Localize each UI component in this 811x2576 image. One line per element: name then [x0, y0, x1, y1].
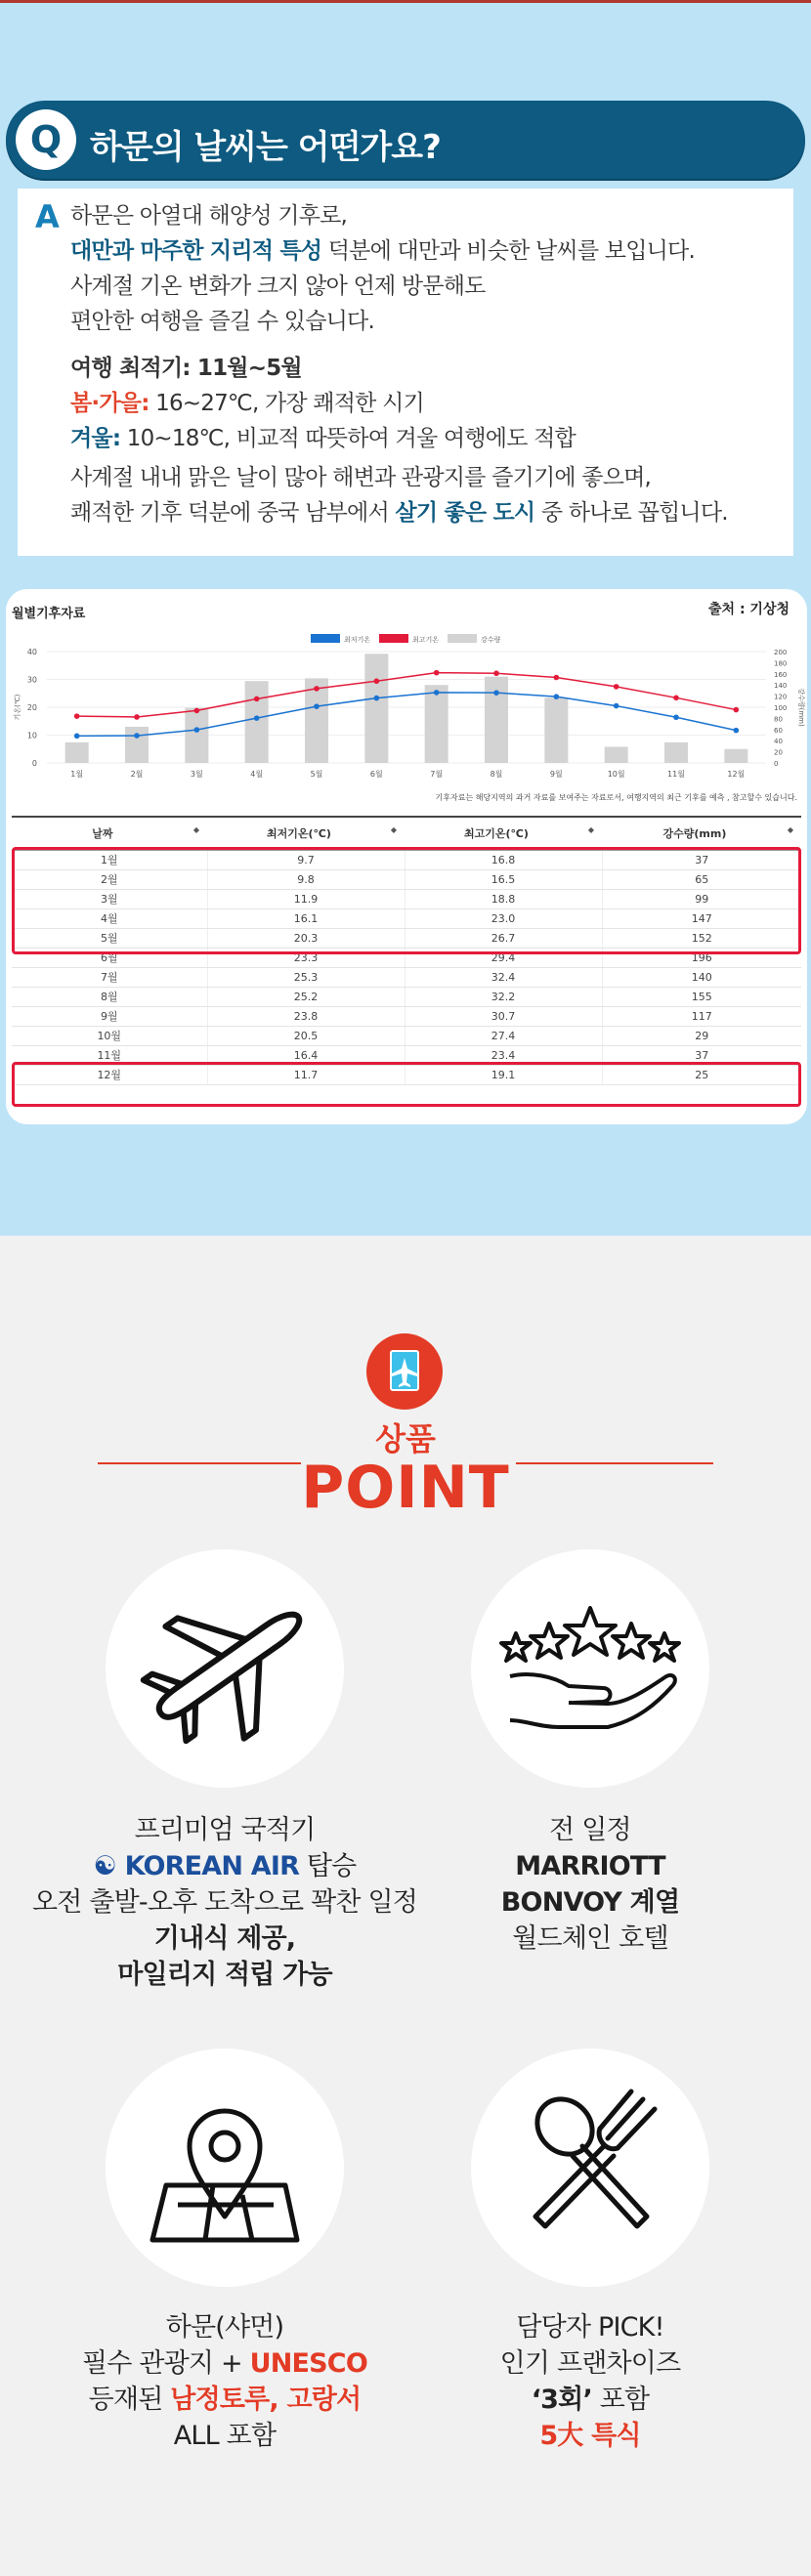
table-header[interactable]: 강수량(mm) ◆: [602, 817, 801, 850]
table-cell: 10월: [12, 1026, 207, 1045]
korean-air-logo: ☯ KOREAN AIR: [93, 1851, 300, 1881]
table-cell: 20.3: [207, 928, 405, 948]
table-cell: 8월: [12, 987, 207, 1006]
table-cell: 1월: [12, 850, 207, 869]
table-cell: 11월: [12, 1045, 207, 1065]
highlight-text: 살기 좋은 도시: [395, 500, 535, 526]
temp-point: [554, 694, 560, 699]
table-cell: 9월: [12, 1006, 207, 1026]
table-header[interactable]: 최고기온(℃) ◆: [405, 817, 602, 850]
best-season-highlight: [12, 847, 801, 954]
x-tick-label: 11월: [667, 770, 685, 779]
y2-tick-label: 0: [774, 760, 779, 768]
table-row: [12, 1006, 801, 1026]
climate-card: [6, 589, 807, 1124]
y2-tick-label: 180: [774, 659, 788, 668]
table-header[interactable]: 날짜 ◆: [12, 817, 207, 850]
temp-point: [734, 707, 740, 713]
point-4-text: [395, 2309, 786, 2454]
y-tick-label: 40: [26, 648, 37, 656]
point-text-line: BONVOY 계열: [500, 1887, 680, 1918]
table-cell: 18.8: [405, 889, 602, 908]
answer-text-part: 쾌적한 기후 덕분에 중국 남부에서: [70, 500, 396, 526]
temp-point: [194, 708, 200, 714]
point-2-text: [395, 1812, 786, 1957]
point-text-line: 하문(샤먼): [165, 2312, 284, 2343]
table-cell: 23.3: [207, 948, 405, 967]
table-cell: 2월: [12, 869, 207, 889]
precipitation-bar: [65, 742, 89, 763]
chart-note: 기후자료는 해당지역의 과거 자료를 보여주는 자료로서, 여행지역의 최근 기후를 예측 , 참고할수 있습니다.: [435, 793, 797, 802]
table-cell: 29.4: [405, 948, 602, 967]
table-cell: 6월: [12, 948, 207, 967]
y2-axis-label: 강수량(mm): [797, 688, 805, 727]
table-cell: 5월: [12, 928, 207, 948]
temp-point: [434, 670, 440, 676]
temp-point: [493, 670, 499, 676]
highlight-text: 대만과 마주한 지리적 특성: [70, 238, 322, 264]
point-3-text: [29, 2309, 420, 2454]
table-cell: 20.5: [207, 1026, 405, 1045]
y2-tick-label: 140: [774, 682, 788, 691]
answer-box: [18, 189, 793, 556]
table-cell: 11.7: [207, 1065, 405, 1084]
table-cell: 25: [602, 1065, 801, 1084]
point-text-line: 담당자 PICK!: [516, 2312, 664, 2343]
point-text-line: 전 일정: [549, 1815, 631, 1845]
table-cell: 16.4: [207, 1045, 405, 1065]
legend-label: 최저기온: [344, 636, 371, 644]
spring-text: 16~27℃, 가장 쾌적한 시기: [149, 391, 424, 416]
y2-tick-label: 80: [774, 715, 783, 724]
y2-tick-label: 60: [774, 726, 783, 735]
table-cell: 99: [602, 889, 801, 908]
x-tick-label: 4월: [250, 770, 264, 779]
table-cell: 25.3: [207, 967, 405, 987]
table-cell: 23.4: [405, 1045, 602, 1065]
min-temp-line: [77, 693, 737, 736]
temp-point: [74, 713, 80, 719]
table-cell: 9.8: [207, 869, 405, 889]
legend-label: 강수량: [481, 636, 501, 644]
winter-text: 10~18℃, 비교적 따뜻하여 겨울 여행에도 적합: [120, 426, 576, 451]
table-cell: 37: [602, 1045, 801, 1065]
answer-line: 편안한 여행을 즐길 수 있습니다.: [70, 309, 374, 334]
point-text-line: MARRIOTT: [515, 1851, 665, 1881]
table-cell: 32.2: [405, 987, 602, 1006]
temp-point: [673, 714, 679, 720]
x-tick-label: 12월: [727, 770, 746, 779]
spoon-fork-icon: [471, 2048, 709, 2287]
precipitation-bar: [605, 746, 628, 763]
temp-point: [194, 727, 200, 733]
table-cell: 25.2: [207, 987, 405, 1006]
point-text-part: 남정토루, 고랑서: [170, 2385, 362, 2415]
temp-point: [434, 690, 440, 696]
precipitation-bar: [724, 749, 747, 763]
table-cell: 27.4: [405, 1026, 602, 1045]
table-cell: 16.8: [405, 850, 602, 869]
answer-line: [70, 233, 784, 269]
precipitation-bar: [425, 685, 448, 763]
airplane-badge-icon: [366, 1333, 443, 1410]
point-text-line: [395, 2382, 786, 2418]
table-cell: 196: [602, 948, 801, 967]
y2-tick-label: 40: [774, 738, 783, 746]
temp-point: [614, 684, 619, 690]
table-cell: 23.0: [405, 908, 602, 928]
table-cell: 3월: [12, 889, 207, 908]
legend-swatch: [311, 634, 340, 643]
table-cell: 12월: [12, 1065, 207, 1084]
point-text-part: 필수 관광지 +: [82, 2348, 250, 2379]
point-text-part: 포함: [591, 2385, 650, 2415]
x-tick-label: 3월: [190, 770, 203, 779]
point-text-line: 인기 프랜차이즈: [499, 2348, 681, 2379]
table-cell: 23.8: [207, 1006, 405, 1026]
winter-label: 겨울:: [70, 426, 121, 451]
temp-point: [493, 690, 499, 696]
point-text-part: UNESCO: [249, 2348, 367, 2379]
point-text-line: 월드체인 호텔: [512, 1923, 668, 1954]
y2-tick-label: 200: [774, 649, 788, 656]
x-tick-label: 2월: [130, 770, 144, 779]
winter-season-highlight: [12, 1062, 801, 1107]
point-text-line: 오전 출발-오후 도착으로 꽉찬 일정: [31, 1887, 418, 1918]
precipitation-bar: [664, 742, 688, 763]
climate-source: 출처 : 기상청: [708, 602, 790, 617]
table-cell: 29: [602, 1026, 801, 1045]
point-title: POINT: [301, 1454, 510, 1522]
table-cell: 4월: [12, 908, 207, 928]
table-cell: 30.7: [405, 1006, 602, 1026]
answer-text-part: 중 하나로 꼽힙니다.: [534, 500, 728, 526]
y2-tick-label: 100: [774, 704, 788, 712]
table-cell: 9.7: [207, 850, 405, 869]
precipitation-bar: [245, 681, 269, 763]
legend-swatch: [448, 634, 477, 643]
temp-point: [374, 678, 380, 684]
question-title: 하문의 날씨는 어떤가요?: [90, 128, 441, 167]
table-cell: 11.9: [207, 889, 405, 908]
table-cell: 32.4: [405, 967, 602, 987]
y-axis-label: 기온(℃): [14, 694, 21, 721]
table-header[interactable]: 최저기온(℃) ◆: [207, 817, 405, 850]
x-tick-label: 6월: [369, 770, 383, 779]
point-text-line: 기내식 제공,: [153, 1923, 296, 1954]
point-text-line: [29, 2382, 420, 2418]
y-tick-label: 20: [26, 703, 37, 712]
point-subtitle: 상품: [375, 1420, 436, 1457]
table-cell: 19.1: [405, 1065, 602, 1084]
temp-point: [673, 696, 679, 701]
temp-point: [314, 703, 320, 709]
point-text-line: 마일리지 적립 가능: [117, 1960, 332, 1990]
table-cell: 7월: [12, 967, 207, 987]
weather-qa-section: [0, 3, 811, 1236]
precipitation-bar: [364, 654, 388, 763]
temp-point: [254, 715, 260, 721]
best-season: 여행 최적기: 11월~5월: [70, 356, 302, 381]
hand-stars-icon: [471, 1549, 709, 1788]
precipitation-bar: [485, 677, 508, 763]
table-cell: 16.1: [207, 908, 405, 928]
x-tick-label: 5월: [310, 770, 323, 779]
temp-point: [734, 728, 740, 734]
answer-text: [70, 198, 784, 530]
y-tick-label: 10: [26, 731, 37, 740]
table-cell: 37: [602, 850, 801, 869]
table-cell: 117: [602, 1006, 801, 1026]
legend-label: 최고기온: [412, 636, 440, 644]
table-cell: 16.5: [405, 869, 602, 889]
temp-point: [254, 697, 260, 702]
x-tick-label: 10월: [607, 770, 625, 779]
x-tick-label: 1월: [70, 770, 84, 779]
point-text-line: 5大 특식: [539, 2421, 641, 2451]
y2-tick-label: 20: [774, 748, 783, 757]
table-row: [12, 1026, 801, 1045]
table-cell: 155: [602, 987, 801, 1006]
temp-point: [374, 696, 380, 701]
map-pin-icon: [106, 2048, 344, 2287]
point-text-line: 프리미엄 국적기: [134, 1815, 316, 1845]
x-tick-label: 9월: [549, 770, 563, 779]
precipitation-bar: [125, 727, 149, 763]
temp-point: [134, 733, 140, 739]
point-text-part: 탑승: [299, 1851, 357, 1881]
climate-title: 월별기후자료: [12, 607, 86, 621]
temp-point: [74, 734, 80, 739]
airplane-icon: [106, 1549, 344, 1788]
table-row: [12, 967, 801, 987]
precipitation-bar: [544, 697, 568, 763]
temp-point: [614, 703, 619, 709]
point-text-part: 등재된: [88, 2385, 171, 2415]
question-badge: Q: [16, 109, 76, 170]
precipitation-bar: [185, 708, 208, 763]
temp-point: [314, 686, 320, 692]
question-banner: [6, 101, 805, 179]
y2-tick-label: 120: [774, 693, 788, 701]
table-cell: 147: [602, 908, 801, 928]
spring-autumn-line: [70, 386, 784, 421]
table-cell: 152: [602, 928, 801, 948]
table-header-row: [12, 817, 801, 850]
climate-chart: [6, 624, 807, 795]
point-1-text: [29, 1812, 420, 1993]
legend-swatch: [379, 634, 408, 643]
answer-line: 하문은 아열대 해양성 기후로,: [70, 203, 348, 229]
answer-line: [70, 495, 784, 530]
y-tick-label: 0: [31, 759, 37, 768]
answer-line: 사계절 내내 맑은 날이 많아 해변과 관광지를 즐기기에 좋으며,: [70, 465, 652, 490]
answer-line: 사계절 기온 변화가 크지 않아 언제 방문해도: [70, 274, 486, 299]
point-text-part: ‘3회’: [531, 2385, 592, 2415]
y-tick-label: 30: [26, 675, 37, 685]
point-text-line: ALL 포함: [173, 2421, 277, 2451]
spring-label: 봄·가을:: [70, 391, 149, 416]
table-cell: 140: [602, 967, 801, 987]
x-tick-label: 8월: [490, 770, 503, 779]
table-cell: 26.7: [405, 928, 602, 948]
answer-badge: A: [35, 198, 60, 235]
airline-line: [29, 1848, 420, 1884]
temp-point: [554, 675, 560, 681]
table-row: [12, 987, 801, 1006]
table-cell: 65: [602, 869, 801, 889]
answer-text-part: 덕분에 대만과 비슷한 날씨를 보입니다.: [321, 238, 695, 264]
temp-point: [134, 714, 140, 720]
airline-name: KOREAN AIR: [124, 1851, 300, 1881]
winter-line: [70, 421, 784, 456]
y2-tick-label: 160: [774, 670, 788, 679]
x-tick-label: 7월: [430, 770, 444, 779]
point-text-line: [29, 2345, 420, 2382]
